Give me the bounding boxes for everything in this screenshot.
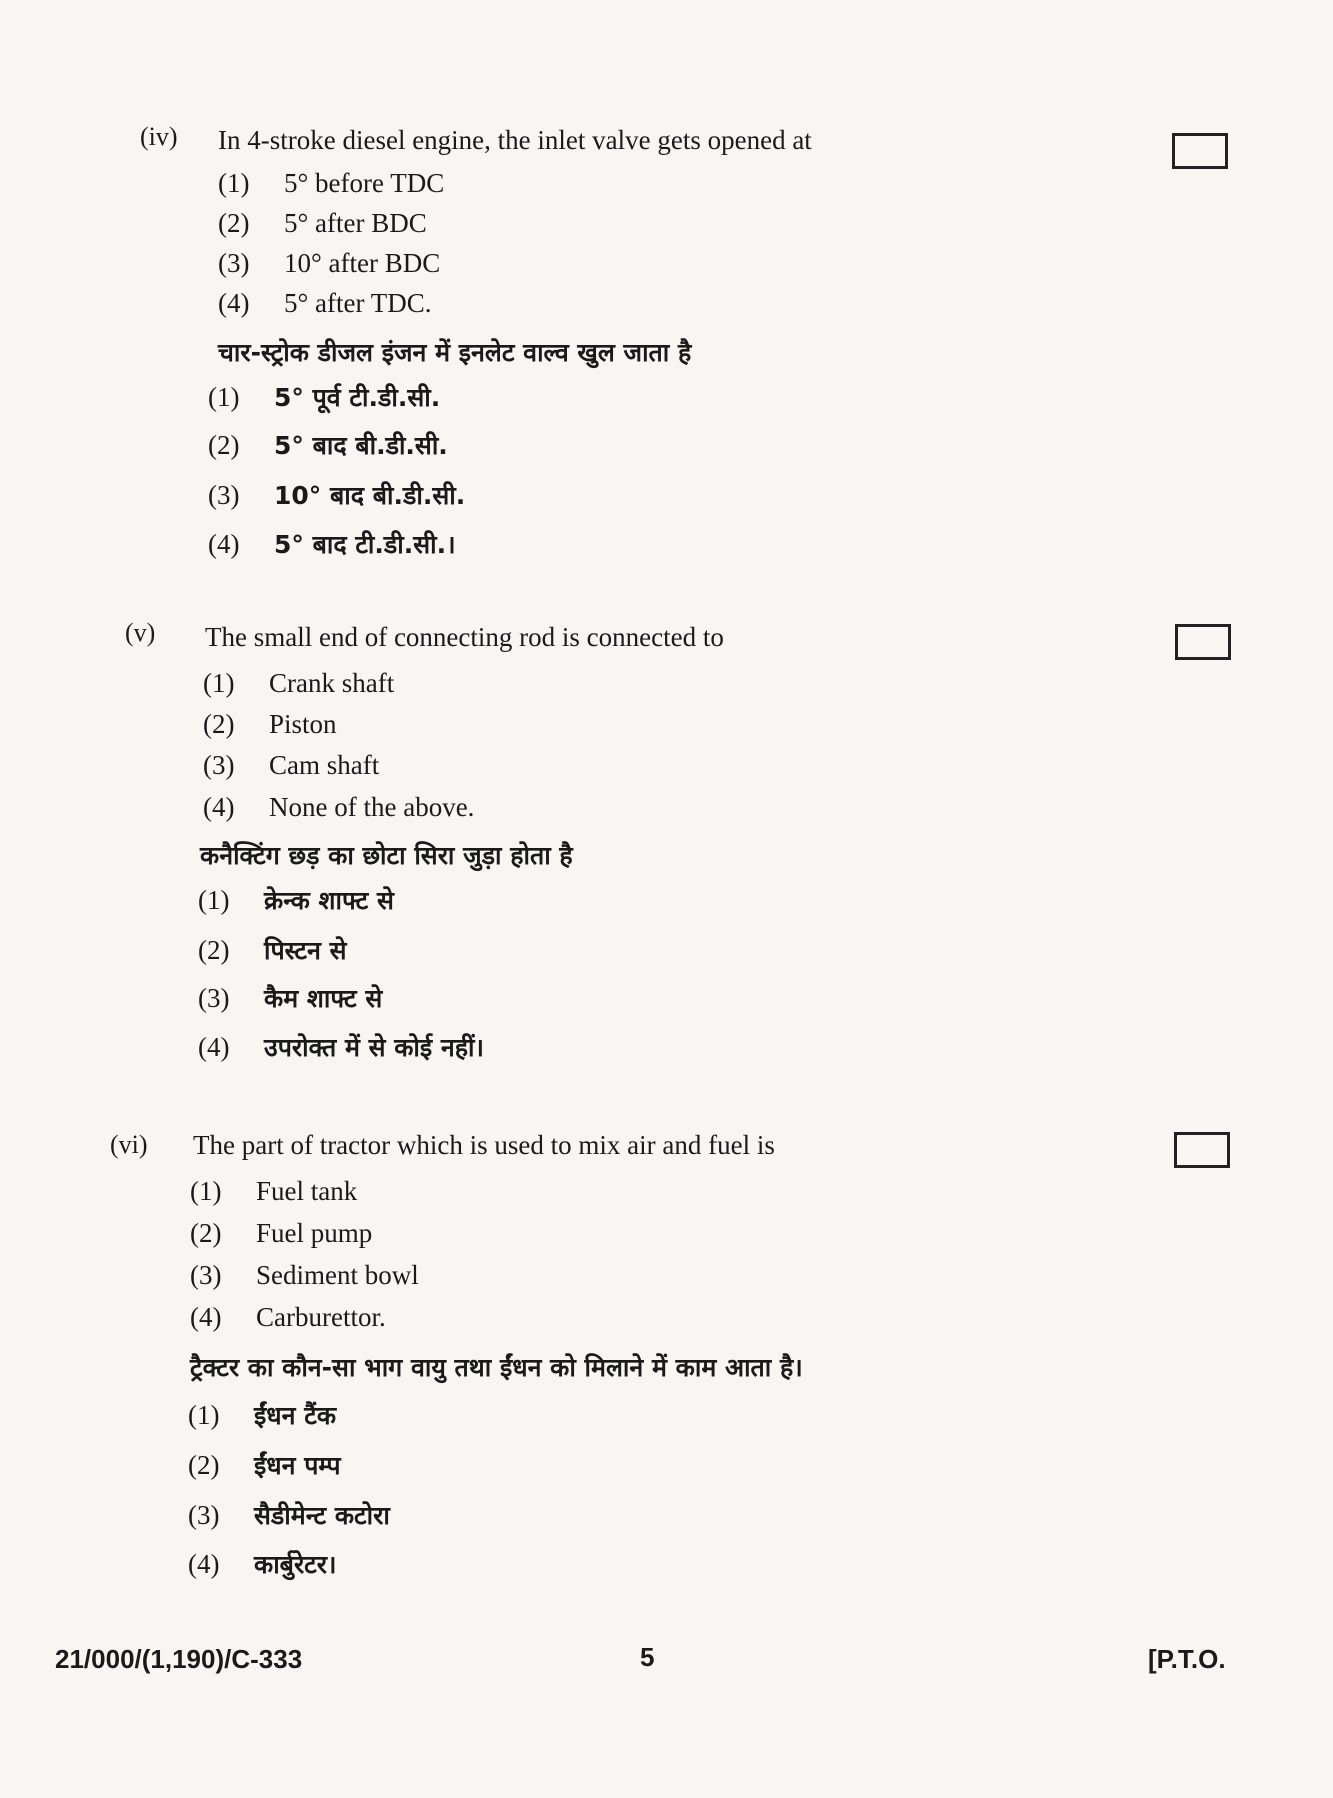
- option-number: (1): [218, 168, 250, 198]
- option-number: (2): [188, 1450, 220, 1480]
- option-text: 5° after BDC: [284, 208, 427, 238]
- option-text: सैडीमेन्ट कटोरा: [254, 1501, 390, 1530]
- option-en: [190, 1218, 372, 1249]
- option-en: [190, 1260, 419, 1291]
- page-number: 5: [640, 1642, 655, 1672]
- option-number: (3): [198, 983, 230, 1013]
- option-en: [203, 750, 379, 781]
- question-text-en: The small end of connecting rod is connected to: [205, 622, 724, 652]
- option-number: (1): [190, 1176, 222, 1206]
- question-text-hi: चार-स्ट्रोक डीजल इंजन में इनलेट वाल्व खुल जाता है: [218, 338, 692, 367]
- option-text: 10° बाद बी.डी.सी.: [274, 481, 466, 510]
- question-text-en: The part of tractor which is used to mix air and fuel is: [193, 1130, 775, 1160]
- option-text: Fuel tank: [256, 1176, 358, 1206]
- option-number: (3): [190, 1260, 222, 1290]
- option-en: [203, 668, 394, 699]
- option-text: 5° पूर्व टी.डी.सी.: [274, 383, 441, 412]
- option-number: (2): [190, 1218, 222, 1248]
- question-number: (iv): [140, 122, 178, 151]
- option-en: [203, 709, 337, 740]
- option-number: (3): [218, 248, 250, 278]
- answer-box[interactable]: [1175, 624, 1231, 660]
- option-text: ईंधन टैंक: [254, 1401, 337, 1430]
- option-text: 5° after TDC.: [284, 288, 432, 318]
- option-number: (4): [190, 1302, 222, 1332]
- option-hi: [188, 1398, 336, 1432]
- option-number: (2): [203, 709, 235, 739]
- option-text: क्रेन्क शाफ्ट से: [264, 886, 394, 915]
- option-number: (4): [208, 529, 240, 559]
- option-text: 5° बाद बी.डी.सी.: [274, 431, 448, 460]
- option-number: (3): [208, 480, 240, 510]
- answer-box[interactable]: [1174, 1132, 1230, 1168]
- option-number: (1): [203, 668, 235, 698]
- option-en: [218, 208, 427, 239]
- option-text: कैम शाफ्ट से: [264, 984, 383, 1013]
- option-text: Cam shaft: [269, 750, 380, 780]
- option-en: [218, 248, 440, 279]
- option-hi: [208, 380, 440, 414]
- question-text-hi: कनैक्टिंग छड़ का छोटा सिरा जुड़ा होता है: [200, 841, 573, 870]
- option-hi: [208, 478, 465, 512]
- option-text: Sediment bowl: [256, 1260, 419, 1290]
- option-text: उपरोक्त में से कोई नहीं।: [264, 1033, 484, 1062]
- option-number: (2): [208, 430, 240, 460]
- option-en: [190, 1176, 357, 1207]
- option-number: (1): [208, 382, 240, 412]
- option-number: (1): [198, 885, 230, 915]
- option-hi: [208, 428, 448, 462]
- option-hi: [198, 1030, 484, 1064]
- option-number: (3): [203, 750, 235, 780]
- option-text: Carburettor.: [256, 1302, 386, 1332]
- option-hi: [208, 527, 456, 561]
- option-number: (4): [203, 792, 235, 822]
- option-text: None of the above.: [269, 792, 475, 822]
- option-en: [218, 168, 444, 199]
- question-number: (vi): [110, 1130, 148, 1159]
- option-hi: [188, 1498, 390, 1532]
- option-hi: [198, 883, 394, 917]
- answer-box[interactable]: [1172, 133, 1228, 169]
- question-text-hi: ट्रैक्टर का कौन-सा भाग वायु तथा ईंधन को मिलाने में काम आता है।: [190, 1353, 803, 1382]
- pto-label: [P.T.O.: [1148, 1644, 1226, 1674]
- question-number: (v): [125, 618, 156, 647]
- option-number: (4): [198, 1032, 230, 1062]
- option-text: पिस्टन से: [264, 936, 347, 965]
- option-hi: [198, 981, 382, 1015]
- option-number: (2): [198, 935, 230, 965]
- option-number: (4): [188, 1549, 220, 1579]
- option-number: (2): [218, 208, 250, 238]
- option-number: (4): [218, 288, 250, 318]
- paper-code: 21/000/(1,190)/C-333: [55, 1644, 303, 1674]
- question-text-en: In 4-stroke diesel engine, the inlet valve gets opened at: [218, 125, 812, 155]
- option-hi: [198, 933, 346, 967]
- option-en: [190, 1302, 386, 1333]
- option-text: 5° बाद टी.डी.सी.।: [274, 530, 456, 559]
- option-en: [218, 288, 432, 319]
- option-text: कार्बुरेटर।: [254, 1550, 337, 1579]
- option-text: Piston: [269, 709, 337, 739]
- option-text: ईंधन पम्प: [254, 1451, 341, 1480]
- option-text: Crank shaft: [269, 668, 395, 698]
- option-hi: [188, 1547, 336, 1581]
- option-text: 10° after BDC: [284, 248, 441, 278]
- option-en: [203, 792, 474, 823]
- option-text: 5° before TDC: [284, 168, 445, 198]
- option-hi: [188, 1448, 341, 1482]
- option-number: (1): [188, 1400, 220, 1430]
- option-number: (3): [188, 1500, 220, 1530]
- option-text: Fuel pump: [256, 1218, 373, 1248]
